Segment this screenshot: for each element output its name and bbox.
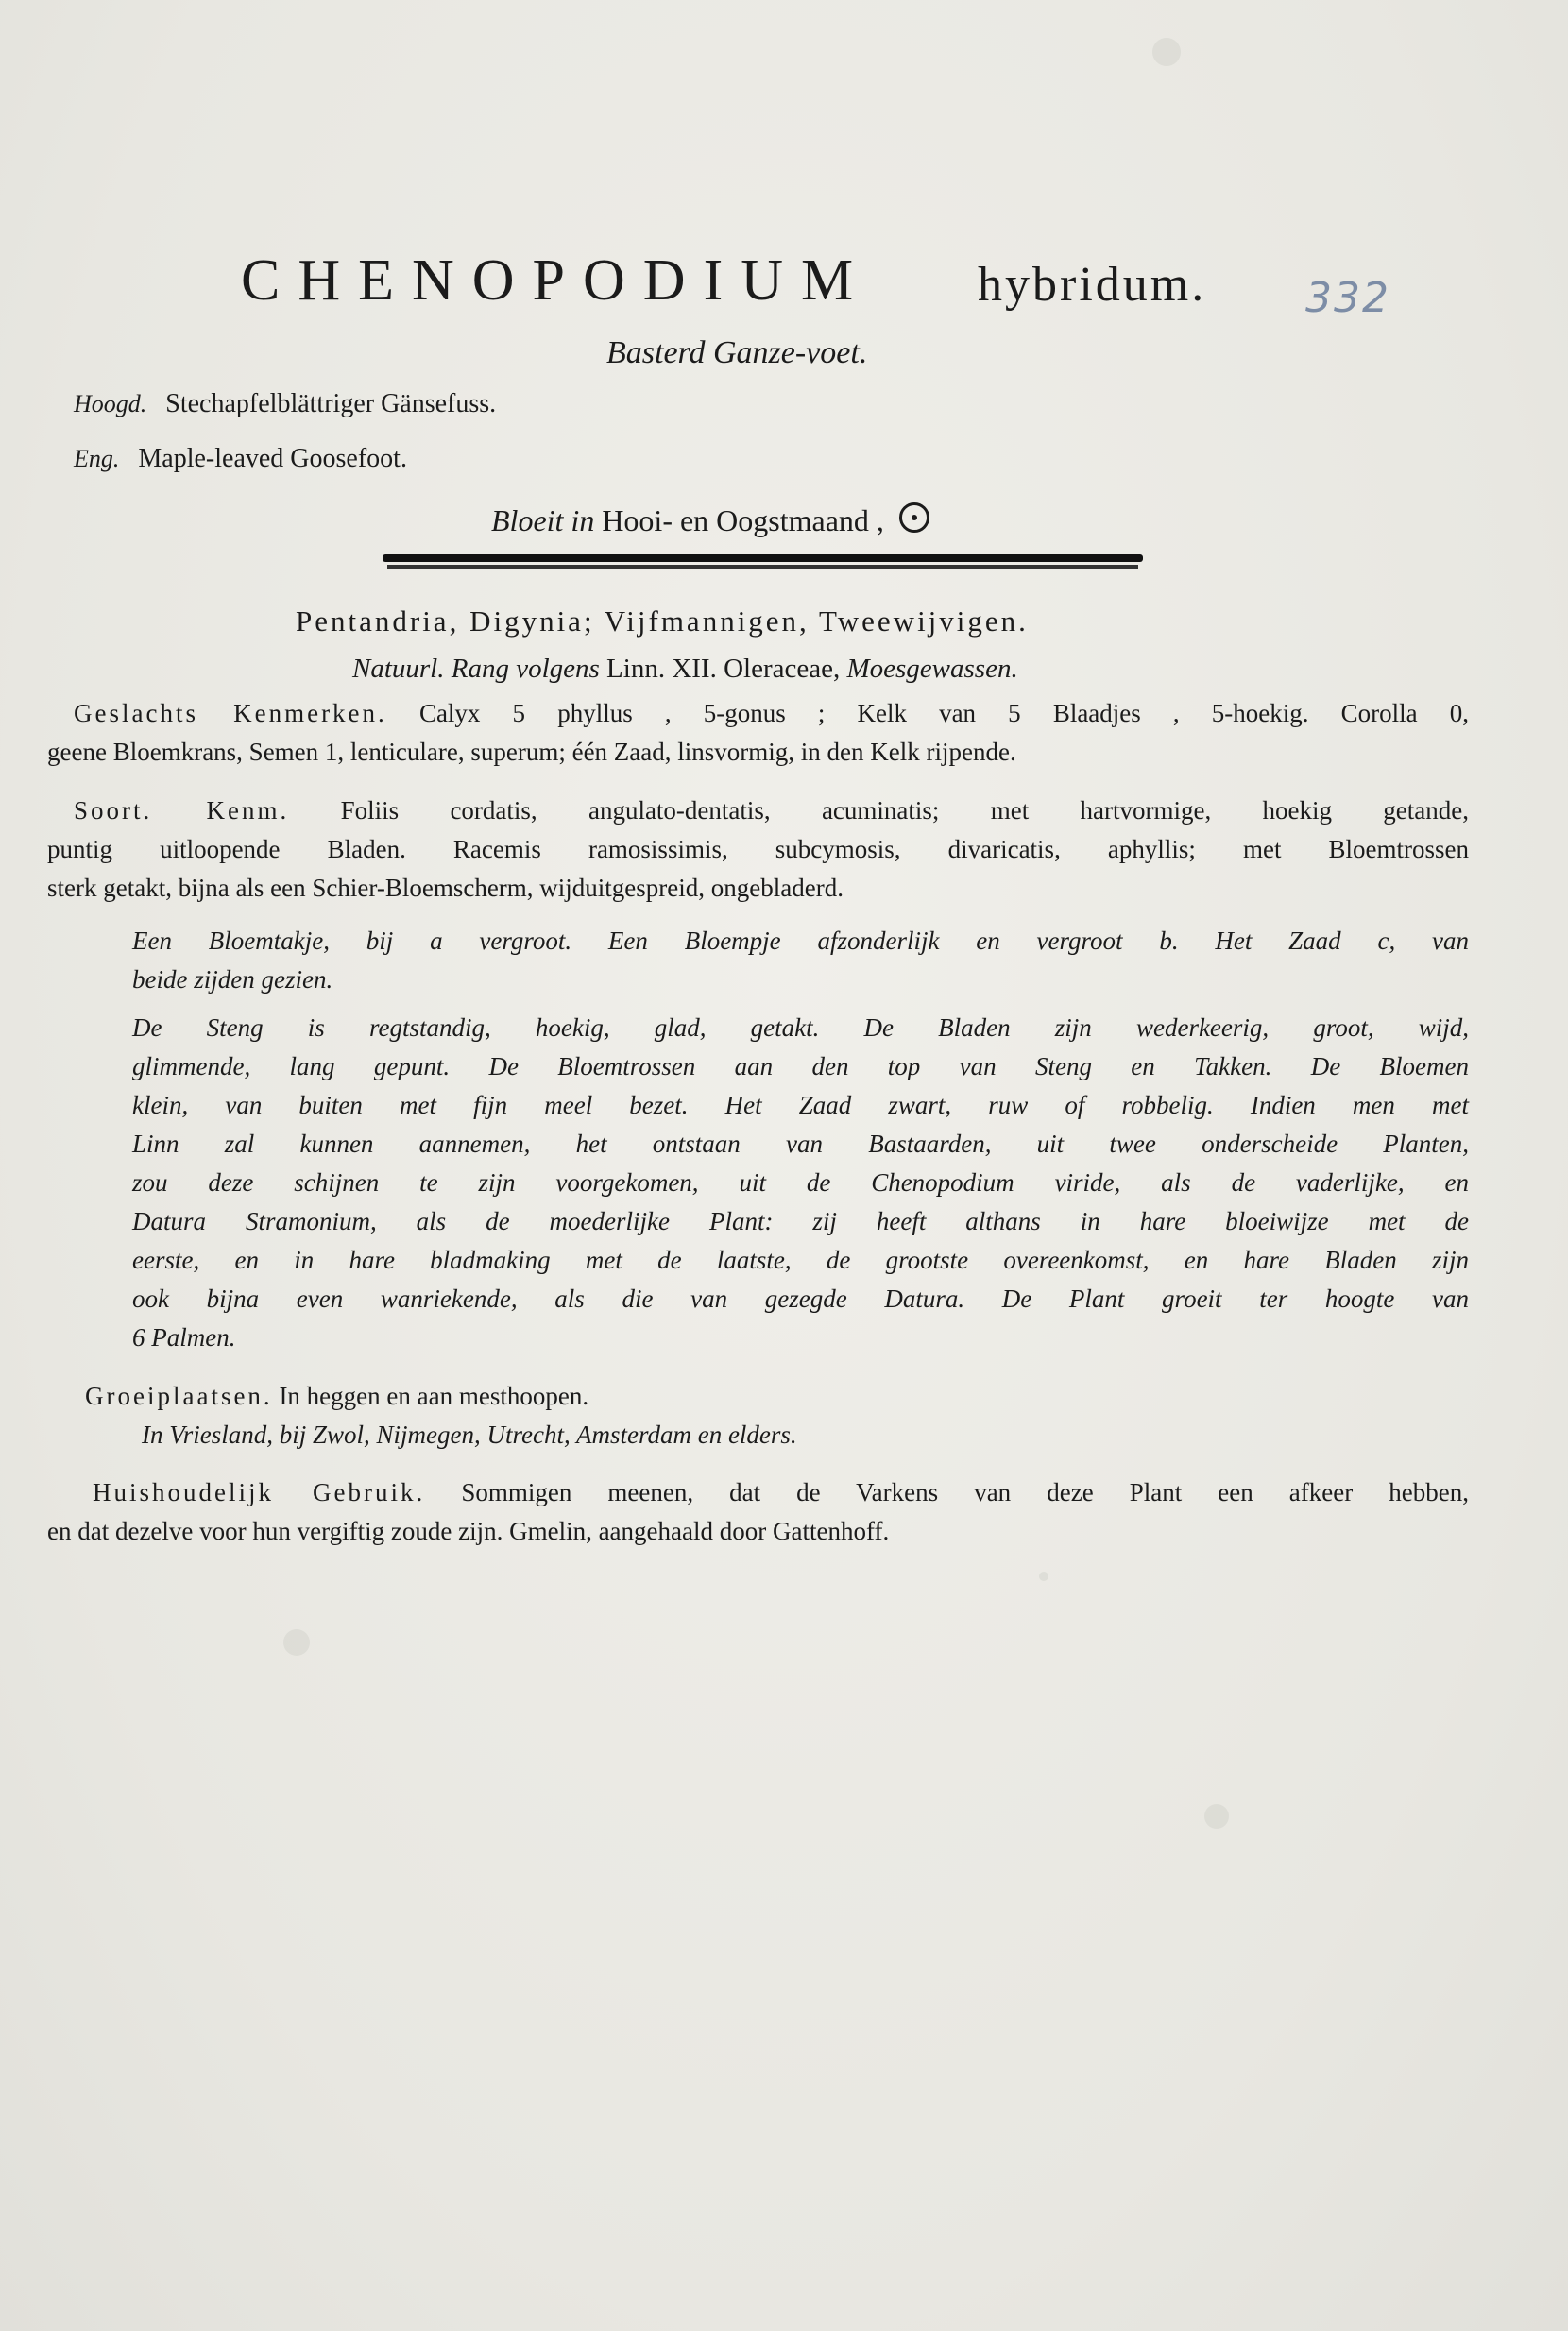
natural-rank [352, 654, 1018, 685]
section-label: Groeiplaatsen. [85, 1382, 273, 1410]
household-use [47, 1473, 1469, 1551]
species-title: hybridum. [978, 258, 1207, 312]
flowering-period [491, 502, 929, 538]
flowering-months: Hooi- en Oogstmaand , [602, 503, 884, 537]
text-line: sterk getakt, bijna als een Schier-Bloemscherm, wijduitgespreid, ongebladerd. [47, 874, 844, 902]
text-line: Een Bloemtakje, bij a vergroot. Een Bloempje afzonderlijk en vergroot b. Het Zaad c, van [132, 927, 1469, 955]
text-line: beide zijden gezien. [132, 965, 333, 994]
genus-title: CHENOPODIUM [241, 248, 872, 313]
description [132, 1009, 1469, 1357]
flowering-label: Bloeit in [491, 503, 595, 537]
natural-rank-dutch: Moesgewassen. [846, 654, 1018, 684]
habitat [85, 1377, 1469, 1455]
text-line: Geslachts Kenmerken. Calyx 5 phyllus , 5-gonus ; Kelk van 5 Blaadjes , 5-hoekig. Corolla 0, [74, 699, 1470, 727]
section-label: Soort. Kenm. [74, 796, 290, 825]
text-line: Datura Stramonium, als de moederlijke Plant: zij heeft althans in hare bloeiwijze met de [132, 1207, 1469, 1235]
text-line: geene Bloemkrans, Semen 1, lenticulare, superum; één Zaad, linsvormig, in den Kelk rijpende. [47, 738, 1016, 766]
natural-rank-prefix: Natuurl. Rang volgens [352, 654, 600, 684]
page-number: 332 [1305, 274, 1390, 322]
text-line: glimmende, lang gepunt. De Bloemtrossen aan den top van Steng en Takken. De Bloemen [132, 1052, 1469, 1080]
annual-symbol-icon [899, 502, 929, 533]
natural-rank-text: Linn. XII. Oleraceae, [606, 654, 841, 684]
text-line: 6 Palmen. [132, 1323, 236, 1352]
dutch-name: Basterd Ganze-voet. [606, 335, 868, 370]
text-line: eerste, en in hare bladmaking met de laatste, de grootste overeenkomst, en hare Bladen zijn [132, 1246, 1469, 1274]
text-line: De Steng is regtstandig, hoekig, glad, getakt. De Bladen zijn wederkeerig, groot, wijd, [132, 1013, 1469, 1042]
text-line: puntig uitloopende Bladen. Racemis ramosissimis, subcymosis, divaricatis, aphyllis; met Bloemtrossen [47, 835, 1469, 863]
species-characters [47, 791, 1469, 908]
divider-rule-thin [387, 565, 1138, 569]
common-name-german [74, 389, 496, 419]
common-name-english [74, 444, 407, 474]
common-name-text: Stechapfelblättriger Gänsefuss. [165, 389, 497, 418]
linnaean-classification: Pentandria, Digynia; Vijfmannigen, Tweewijvigen. [296, 604, 1029, 638]
genus-characters [47, 694, 1469, 772]
text-line: klein, van buiten met fijn meel bezet. Het Zaad zwart, ruw of robbelig. Indien men met [132, 1091, 1469, 1119]
common-name-text: Maple-leaved Goosefoot. [138, 444, 407, 473]
text-line: en dat dezelve voor hun vergiftig zoude zijn. Gmelin, aangehaald door Gattenhoff. [47, 1517, 890, 1545]
text-line: Soort. Kenm. Foliis cordatis, angulato-dentatis, acuminatis; met hartvormige, hoekig getande, [74, 796, 1469, 825]
section-label: Huishoudelijk Gebruik. [93, 1478, 426, 1506]
text-line: ook bijna even wanriekende, als die van gezegde Datura. De Plant groeit ter hoogte van [132, 1285, 1469, 1313]
figure-note [132, 922, 1469, 999]
text-line: Huishoudelijk Gebruik. Sommigen meenen, dat de Varkens van deze Plant een afkeer hebben, [93, 1478, 1469, 1506]
lang-label: Hoogd. [74, 390, 147, 417]
divider-rule [383, 554, 1143, 562]
section-label: Geslachts Kenmerken. [74, 699, 387, 727]
text-line: In Vriesland, bij Zwol, Nijmegen, Utrecht, Amsterdam en elders. [142, 1421, 797, 1449]
lang-label: Eng. [74, 445, 120, 472]
text-line: zou deze schijnen te zijn voorgekomen, uit de Chenopodium viride, als de vaderlijke, en [132, 1168, 1469, 1197]
text-line: Groeiplaatsen. In heggen en aan mesthoopen. [85, 1382, 589, 1410]
text-line: Linn zal kunnen aannemen, het ontstaan van Bastaarden, uit twee onderscheide Planten, [132, 1130, 1469, 1158]
